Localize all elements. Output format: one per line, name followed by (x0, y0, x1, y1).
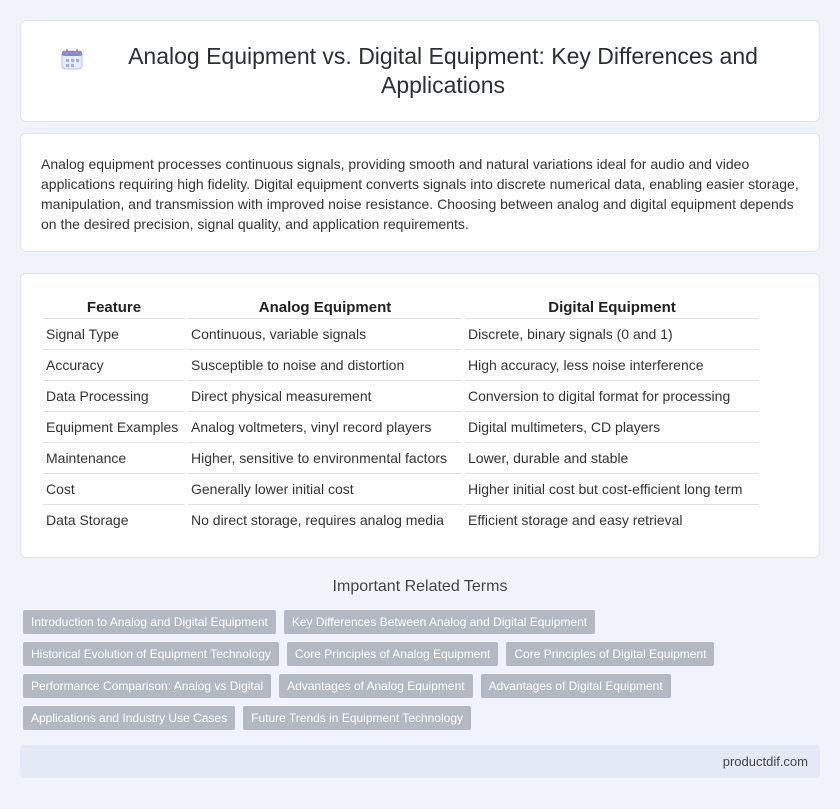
table-row (43, 411, 759, 442)
table-cell: Signal Type (43, 318, 185, 349)
tag-row (23, 674, 823, 698)
table-cell: High accuracy, less noise interference (465, 349, 759, 380)
table-cell: Conversion to digital format for processing (465, 380, 759, 411)
table-cell: Accuracy (43, 349, 185, 380)
related-term-tag[interactable]: Core Principles of Digital Equipment (506, 642, 714, 666)
comparison-table (40, 296, 762, 535)
related-terms-list (23, 610, 823, 738)
intro-card (20, 133, 820, 252)
table-cell: Data Storage (43, 504, 185, 535)
column-header-digital: Digital Equipment (548, 298, 676, 316)
footer-site-link[interactable]: productdif.com (722, 754, 808, 769)
table-header-row (43, 296, 759, 318)
table-cell: Discrete, binary signals (0 and 1) (465, 318, 759, 349)
related-term-tag[interactable]: Applications and Industry Use Cases (23, 706, 235, 730)
related-term-tag[interactable]: Advantages of Analog Equipment (279, 674, 472, 698)
related-term-tag[interactable]: Advantages of Digital Equipment (481, 674, 671, 698)
table-cell: Generally lower initial cost (188, 473, 462, 504)
calendar-icon (61, 48, 83, 70)
intro-paragraph: Analog equipment processes continuous signals, providing smooth and natural variations ideal for audio and video applications requiring high fidelity. Digital equipment converts signals into discrete numerical data, enabling easier storage, manipulation, and transmission with improved noise resistance. Choosing between analog and digital equipment depends on the desired precision, signal quality, and application requirements. (41, 156, 799, 232)
table-cell: Efficient storage and easy retrieval (465, 504, 759, 535)
table-row (43, 504, 759, 535)
table-row (43, 318, 759, 349)
tag-row (23, 642, 823, 666)
tag-row (23, 706, 823, 730)
table-cell: Direct physical measurement (188, 380, 462, 411)
column-header-analog: Analog Equipment (258, 298, 392, 316)
table-cell: Maintenance (43, 442, 185, 473)
related-term-tag[interactable]: Introduction to Analog and Digital Equipment (23, 610, 276, 634)
table-cell: Equipment Examples (43, 411, 185, 442)
table-row (43, 380, 759, 411)
table-cell: Higher, sensitive to environmental factors (188, 442, 462, 473)
related-term-tag[interactable]: Future Trends in Equipment Technology (243, 706, 471, 730)
related-term-tag[interactable]: Historical Evolution of Equipment Technology (23, 642, 279, 666)
table-row (43, 473, 759, 504)
header (61, 42, 779, 100)
table-cell: Data Processing (43, 380, 185, 411)
table-cell: Lower, durable and stable (465, 442, 759, 473)
related-term-tag[interactable]: Key Differences Between Analog and Digital Equipment (284, 610, 595, 634)
table-cell: Cost (43, 473, 185, 504)
column-header-feature: Feature (86, 298, 142, 316)
table-cell: Continuous, variable signals (188, 318, 462, 349)
related-terms-heading: Important Related Terms (332, 578, 508, 595)
related-term-tag[interactable]: Core Principles of Analog Equipment (287, 642, 498, 666)
table-cell: Digital multimeters, CD players (465, 411, 759, 442)
table-row (43, 442, 759, 473)
table-row (43, 349, 759, 380)
table-cell: Higher initial cost but cost-efficient long term (465, 473, 759, 504)
table-cell: No direct storage, requires analog media (188, 504, 462, 535)
related-term-tag[interactable]: Performance Comparison: Analog vs Digital (23, 674, 271, 698)
header-card (20, 20, 820, 122)
page-title: Analog Equipment vs. Digital Equipment: Key Differences and Applications (128, 43, 758, 98)
table-cell: Susceptible to noise and distortion (188, 349, 462, 380)
table-cell: Analog voltmeters, vinyl record players (188, 411, 462, 442)
footer (20, 745, 820, 778)
comparison-table-card (20, 273, 820, 558)
tag-row (23, 610, 823, 634)
